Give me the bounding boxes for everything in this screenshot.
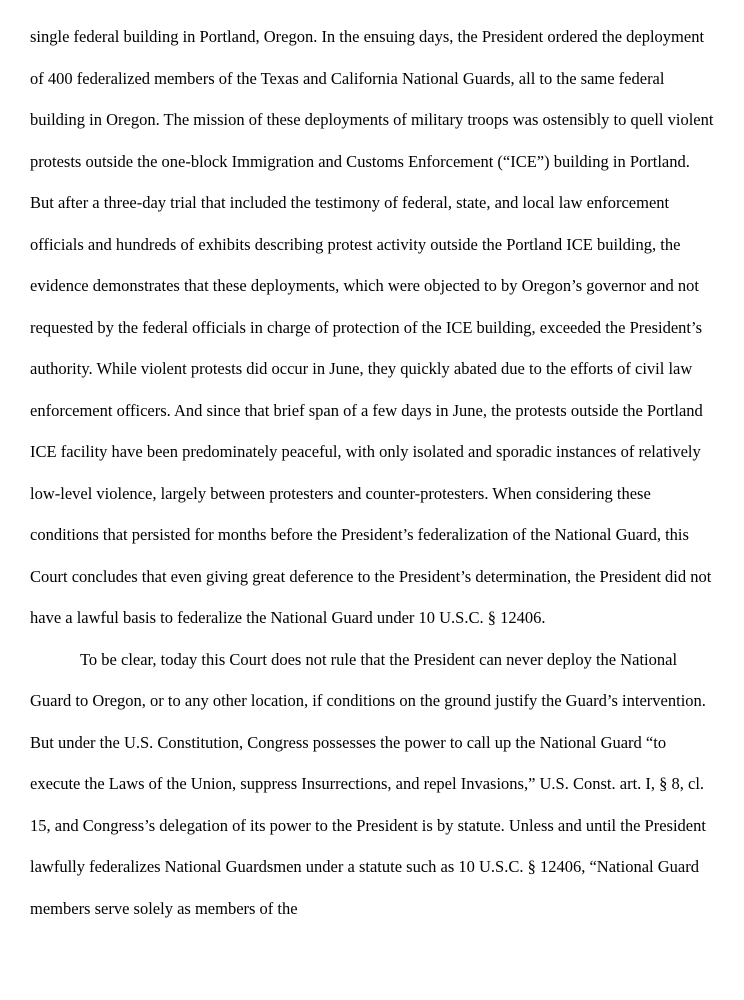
paragraph-to-be-clear: To be clear, today this Court does not rule that the President can never deploy the National Guard to Oregon, or to any other location, if conditions on the ground justify the Guard’s intervention. But under the U.S. Constitution, Congress possesses the power to call up the National Guard “to execute the Laws of the Union, suppress Insurrections, and repel Invasions,” U.S. Const. art. I, § 8, cl. 15, and Congress’s delegation of its power to the President is by statute. Unless and until the President lawfully federalizes National Guardsmen under a statute such as 10 U.S.C. § 12406, “National Guard members serve solely as members of the: [30, 649, 706, 918]
paragraph-continuation: single federal building in Portland, Oregon. In the ensuing days, the President ordered the deployment of 400 federalized members of the Texas and California National Guards, all to the same federal building in Oregon. The mission of these deployments of military troops was ostensibly to quell violent protests outside the one-block Immigration and Customs Enforcement (“ICE”) building in Portland. But after a three-day trial that included the testimony of federal, state, and local law enforcement officials and hundreds of exhibits describing protest activity outside the Portland ICE building, the evidence demonstrates that these deployments, which were objected to by Oregon’s governor and not requested by the federal officials in charge of protection of the ICE building, exceeded the President’s authority. While violent protests did occur in June, they quickly abated due to the efforts of civil law enforcement officers. And since that brief span of a few days in June, the protests outside the Portland ICE facility have been predominately peaceful, with only isolated and sporadic instances of relatively low-level violence, largely between protesters and counter-protesters. When considering these conditions that persisted for months before the President’s federalization of the National Guard, this Court concludes that even giving great deference to the President’s determination, the President did not have a lawful basis to federalize the National Guard under 10 U.S.C. § 12406.: [30, 27, 714, 627]
